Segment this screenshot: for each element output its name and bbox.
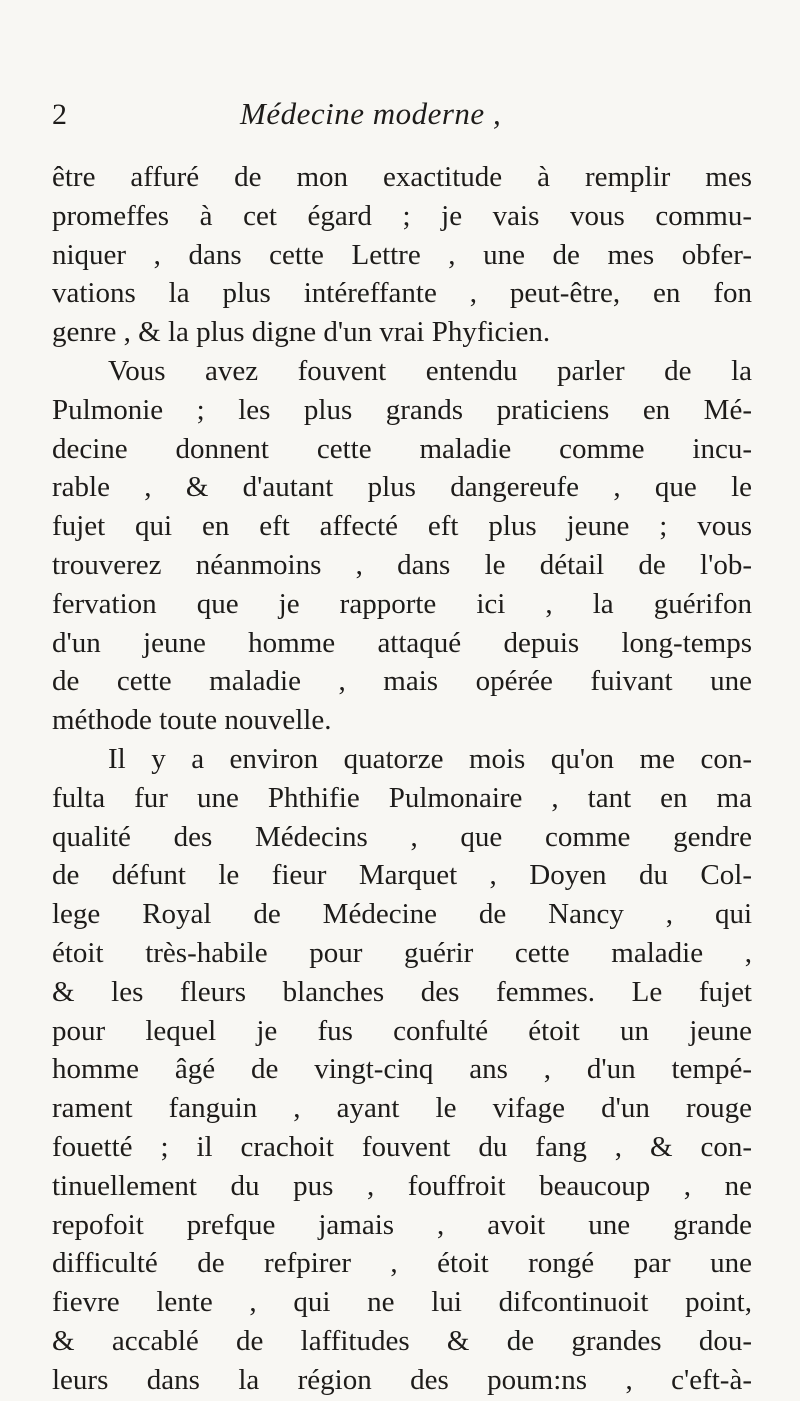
text-line: decine donnent cette maladie comme incu- bbox=[52, 432, 752, 465]
text-line: fujet qui en eft affecté eft plus jeune ; vous bbox=[52, 510, 752, 543]
page-number: 2 bbox=[52, 98, 67, 131]
text-line: rament fanguin , ayant le vifage d'un rouge bbox=[52, 1092, 752, 1125]
text-line: étoit très-habile pour guérir cette maladie , bbox=[52, 936, 752, 969]
text-line: pour lequel je fus confulté étoit un jeune bbox=[52, 1014, 752, 1047]
text-line: difficulté de refpirer , étoit rongé par une bbox=[52, 1247, 752, 1280]
text-line: Vous avez fouvent entendu parler de la bbox=[108, 354, 752, 387]
text-line: promeffes à cet égard ; je vais vous commu- bbox=[52, 199, 752, 232]
text-line: d'un jeune homme attaqué depuis long-temps bbox=[52, 626, 752, 659]
text-line: de cette maladie , mais opérée fuivant une bbox=[52, 665, 752, 698]
text-line: qualité des Médecins , que comme gendre bbox=[52, 820, 752, 853]
page-header bbox=[52, 98, 752, 144]
text-line: fulta fur une Phthifie Pulmonaire , tant en ma bbox=[52, 781, 752, 814]
text-line: trouverez néanmoins , dans le détail de l'ob- bbox=[52, 548, 752, 581]
text-line: tinuellement du pus , fouffroit beaucoup , ne bbox=[52, 1169, 752, 1202]
text-line: méthode toute nouvelle. bbox=[52, 704, 332, 737]
text-line: homme âgé de vingt-cinq ans , d'un tempé- bbox=[52, 1053, 752, 1086]
text-line: niquer , dans cette Lettre , une de mes obfer- bbox=[52, 238, 752, 271]
text-line: être affuré de mon exactitude à remplir mes bbox=[52, 161, 752, 193]
running-title: Médecine moderne , bbox=[240, 96, 502, 131]
text-line: & accablé de laffitudes & de grandes dou- bbox=[52, 1324, 752, 1357]
text-line: genre , & la plus digne d'un vrai Phyficien. bbox=[52, 316, 551, 349]
text-line: rable , & d'autant plus dangereufe , que le bbox=[52, 471, 752, 504]
body-text bbox=[52, 158, 752, 1400]
text-line: fouetté ; il crachoit fouvent du fang , & con- bbox=[52, 1130, 752, 1163]
text-line: repofoit prefque jamais , avoit une grande bbox=[52, 1208, 752, 1241]
text-line: & les fleurs blanches des femmes. Le fujet bbox=[52, 975, 752, 1008]
text-line: lege Royal de Médecine de Nancy , qui bbox=[52, 898, 752, 931]
text-line: Pulmonie ; les plus grands praticiens en Mé- bbox=[52, 393, 752, 426]
text-line: de défunt le fieur Marquet , Doyen du Col- bbox=[52, 859, 752, 892]
text-line: fervation que je rapporte ici , la guérifon bbox=[52, 587, 752, 620]
text-line: leurs dans la région des poum:ns , c'eft-à- bbox=[52, 1363, 752, 1396]
text-line: vations la plus intéreffante , peut-être, en fon bbox=[52, 277, 752, 310]
text-line: Il y a environ quatorze mois qu'on me con- bbox=[108, 742, 752, 775]
text-line: fievre lente , qui ne lui difcontinuoit point, bbox=[52, 1286, 752, 1319]
